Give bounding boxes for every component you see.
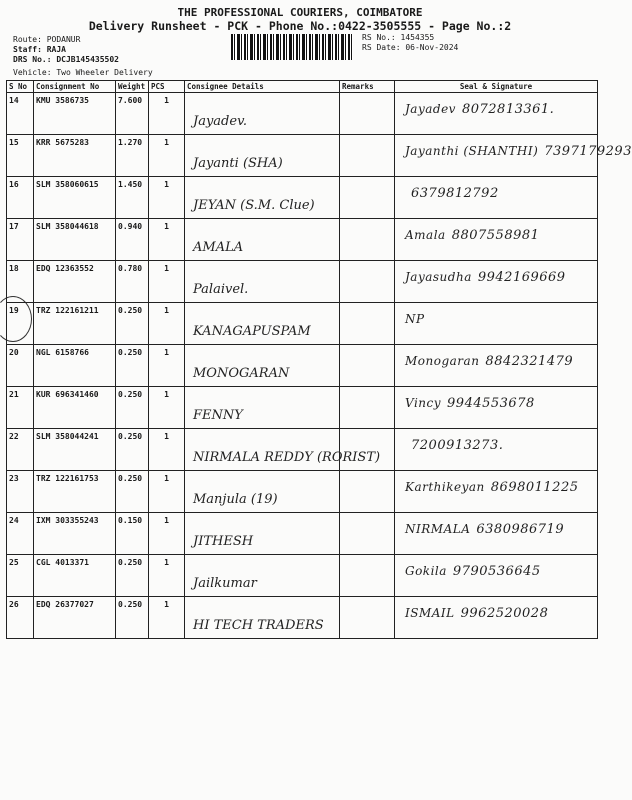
col-header-consignee: Consignee Details xyxy=(185,81,340,93)
barcode-image xyxy=(231,34,353,60)
row-signature-name: Karthikeyan xyxy=(405,480,485,494)
row-signature-name: NIRMALA xyxy=(405,522,471,536)
row-signature-phone: 8072813361. xyxy=(461,102,555,117)
row-signature-handwriting xyxy=(405,522,603,537)
row-signature-phone: 6379812792 xyxy=(411,186,499,201)
row-consignee-handwriting: FENNY xyxy=(193,408,243,423)
row-signature-phone: 8698011225 xyxy=(490,480,579,495)
row-signature-name: NP xyxy=(405,312,425,326)
row-consignee-handwriting: MONOGARAN xyxy=(193,366,290,381)
row-consignment-no: SLM 358044241 xyxy=(34,429,116,471)
runsheet-meta-left xyxy=(13,35,119,65)
row-pcs: 1 xyxy=(149,471,185,513)
row-signature-name: Gokila xyxy=(405,564,447,578)
row-sno: 14 xyxy=(7,93,34,135)
row-signature-cell xyxy=(395,597,598,639)
row-consignee-handwriting: Jayadev. xyxy=(193,114,248,129)
col-header-remarks: Remarks xyxy=(340,81,395,93)
table-row xyxy=(7,471,598,513)
table-row xyxy=(7,303,598,345)
row-weight: 0.250 xyxy=(116,303,149,345)
runsheet-meta-right xyxy=(362,33,458,53)
row-weight: 1.450 xyxy=(116,177,149,219)
row-sno: 26 xyxy=(7,597,34,639)
row-weight: 0.250 xyxy=(116,429,149,471)
row-weight: 0.250 xyxy=(116,471,149,513)
row-signature-handwriting xyxy=(405,102,603,117)
row-signature-cell xyxy=(395,387,598,429)
row-sno: 18 xyxy=(7,261,34,303)
row-signature-phone: 6380986719 xyxy=(476,522,565,537)
row-consignee-cell xyxy=(185,387,340,429)
row-consignee-cell xyxy=(185,471,340,513)
table-row xyxy=(7,93,598,135)
row-consignment-no: TRZ 122161753 xyxy=(34,471,116,513)
runsheet-title: Delivery Runsheet - PCK - Phone No.:0422-3505555 - Page No.:2 xyxy=(88,19,512,33)
row-remarks xyxy=(340,597,395,639)
staff-label: Staff: RAJA xyxy=(13,45,66,54)
row-signature-phone: 9790536645 xyxy=(452,564,541,579)
row-remarks xyxy=(340,135,395,177)
row-pcs: 1 xyxy=(149,261,185,303)
table-row xyxy=(7,177,598,219)
row-signature-cell xyxy=(395,303,598,345)
row-signature-name: Jayasudha xyxy=(405,270,472,284)
row-remarks xyxy=(340,513,395,555)
row-weight: 0.780 xyxy=(116,261,149,303)
row-signature-cell xyxy=(395,471,598,513)
row-consignee-cell xyxy=(185,261,340,303)
row-remarks xyxy=(340,471,395,513)
table-row xyxy=(7,429,598,471)
row-signature-cell xyxy=(395,177,598,219)
table-row xyxy=(7,345,598,387)
row-signature-name: Monogaran xyxy=(405,354,480,368)
row-consignment-no: SLM 358044618 xyxy=(34,219,116,261)
col-header-weight: Weight xyxy=(116,81,149,93)
row-consignment-no: SLM 358060615 xyxy=(34,177,116,219)
row-pcs: 1 xyxy=(149,93,185,135)
row-sno: 21 xyxy=(7,387,34,429)
row-pcs: 1 xyxy=(149,177,185,219)
row-consignment-no: EDQ 26377027 xyxy=(34,597,116,639)
row-pcs: 1 xyxy=(149,555,185,597)
row-sno: 19 xyxy=(7,303,34,345)
row-pcs: 1 xyxy=(149,135,185,177)
row-signature-cell xyxy=(395,135,632,177)
table-row xyxy=(7,513,598,555)
row-pcs: 1 xyxy=(149,345,185,387)
row-signature-cell xyxy=(395,429,598,471)
row-remarks xyxy=(340,93,395,135)
row-pcs: 1 xyxy=(149,219,185,261)
row-signature-phone: 7200913273. xyxy=(411,438,504,453)
row-signature-handwriting xyxy=(405,270,603,285)
col-header-pcs: PCS xyxy=(149,81,185,93)
row-signature-phone: 7397179293 xyxy=(544,144,632,159)
row-consignee-handwriting: JITHESH xyxy=(193,534,254,549)
row-sno: 20 xyxy=(7,345,34,387)
row-remarks xyxy=(340,303,395,345)
table-header-row xyxy=(7,81,598,93)
row-consignee-cell xyxy=(185,429,381,471)
route-label: Route: PODANUR xyxy=(13,35,81,44)
row-signature-cell xyxy=(395,345,598,387)
row-sno: 24 xyxy=(7,513,34,555)
row-sno: 15 xyxy=(7,135,34,177)
table-row xyxy=(7,387,598,429)
row-pcs: 1 xyxy=(149,513,185,555)
row-signature-handwriting xyxy=(405,354,603,369)
row-consignee-cell xyxy=(185,597,340,639)
row-remarks xyxy=(340,177,395,219)
row-sno: 23 xyxy=(7,471,34,513)
row-weight: 0.250 xyxy=(116,597,149,639)
row-remarks xyxy=(340,219,395,261)
row-signature-name: ISMAIL xyxy=(405,606,455,620)
row-pcs: 1 xyxy=(149,303,185,345)
row-signature-handwriting xyxy=(405,438,603,453)
row-consignee-handwriting: Manjula (19) xyxy=(193,492,278,507)
row-signature-name: Jayadev xyxy=(405,102,456,116)
row-consignee-cell xyxy=(185,345,340,387)
col-header-consignment: Consignment No xyxy=(34,81,116,93)
row-consignment-no: KRR 5675283 xyxy=(34,135,116,177)
rs-number: RS No.: 1454355 xyxy=(362,33,435,42)
row-signature-handwriting xyxy=(405,144,632,159)
row-consignment-no: KUR 696341460 xyxy=(34,387,116,429)
drs-number: DRS No.: DCJB145435502 xyxy=(13,55,119,64)
row-consignee-handwriting: Palaivel. xyxy=(193,282,249,297)
row-consignee-cell xyxy=(185,135,340,177)
runsheet-table xyxy=(6,80,632,639)
row-weight: 1.270 xyxy=(116,135,149,177)
row-consignee-cell xyxy=(185,93,340,135)
row-consignment-no: IXM 303355243 xyxy=(34,513,116,555)
row-pcs: 1 xyxy=(149,597,185,639)
row-sno: 17 xyxy=(7,219,34,261)
row-pcs: 1 xyxy=(149,429,185,471)
row-signature-handwriting xyxy=(405,228,603,243)
row-weight: 7.600 xyxy=(116,93,149,135)
row-signature-handwriting xyxy=(405,564,603,579)
row-sno: 22 xyxy=(7,429,34,471)
row-signature-phone: 9942169669 xyxy=(477,270,566,285)
col-header-sno: S No xyxy=(7,81,34,93)
row-consignee-handwriting: Jailkumar xyxy=(193,576,257,591)
row-signature-phone: 9944553678 xyxy=(447,396,535,411)
row-remarks xyxy=(340,387,395,429)
row-signature-name: Amala xyxy=(405,228,446,242)
table-row xyxy=(7,597,598,639)
row-weight: 0.250 xyxy=(116,555,149,597)
row-consignment-no: TRZ 122161211 xyxy=(34,303,116,345)
row-consignee-cell xyxy=(185,177,340,219)
row-consignee-cell xyxy=(185,219,340,261)
vehicle-label: Vehicle: Two Wheeler Delivery xyxy=(13,68,153,77)
row-consignee-handwriting: HI TECH TRADERS xyxy=(193,618,324,633)
row-signature-name: Jayanthi (SHANTHI) xyxy=(405,144,539,158)
row-signature-name: Vincy xyxy=(405,396,442,410)
row-remarks xyxy=(340,555,395,597)
row-signature-cell xyxy=(395,555,598,597)
row-consignee-handwriting: NIRMALA REDDY (RORIST) xyxy=(193,450,381,465)
table-row xyxy=(7,555,598,597)
table-row xyxy=(7,219,598,261)
row-sno: 16 xyxy=(7,177,34,219)
row-signature-handwriting xyxy=(405,396,603,411)
row-consignment-no: KMU 3586735 xyxy=(34,93,116,135)
row-weight: 0.150 xyxy=(116,513,149,555)
row-consignee-handwriting: KANAGAPUSPAM xyxy=(193,324,311,339)
row-consignment-no: NGL 6158766 xyxy=(34,345,116,387)
row-weight: 0.250 xyxy=(116,345,149,387)
row-consignment-no: EDQ 12363552 xyxy=(34,261,116,303)
row-signature-cell xyxy=(395,261,598,303)
row-consignee-handwriting: Jayanti (SHA) xyxy=(193,156,283,171)
row-consignment-no: CGL 4013371 xyxy=(34,555,116,597)
row-signature-cell xyxy=(395,513,598,555)
row-remarks xyxy=(340,345,395,387)
row-consignee-handwriting: JEYAN (S.M. Clue) xyxy=(193,198,315,213)
row-signature-handwriting xyxy=(405,480,603,495)
row-weight: 0.940 xyxy=(116,219,149,261)
table-row xyxy=(7,135,598,177)
row-signature-cell xyxy=(395,219,598,261)
row-signature-handwriting xyxy=(405,606,603,621)
row-weight: 0.250 xyxy=(116,387,149,429)
row-signature-cell xyxy=(395,93,598,135)
company-title: THE PROFESSIONAL COURIERS, COIMBATORE xyxy=(177,6,423,19)
row-consignee-cell xyxy=(185,555,340,597)
row-remarks xyxy=(340,261,395,303)
row-consignee-cell xyxy=(185,513,340,555)
row-sno: 25 xyxy=(7,555,34,597)
row-consignee-cell xyxy=(185,303,340,345)
row-signature-phone: 9962520028 xyxy=(460,606,549,621)
row-pcs: 1 xyxy=(149,387,185,429)
col-header-signature: Seal & Signature xyxy=(395,81,598,93)
rs-date: RS Date: 06-Nov-2024 xyxy=(362,43,459,52)
row-signature-phone: 8842321479 xyxy=(485,354,574,369)
row-signature-handwriting xyxy=(405,186,603,201)
row-consignee-handwriting: AMALA xyxy=(193,240,244,255)
row-signature-handwriting xyxy=(405,312,603,327)
table-row xyxy=(7,261,598,303)
row-signature-phone: 8807558981 xyxy=(451,228,540,243)
